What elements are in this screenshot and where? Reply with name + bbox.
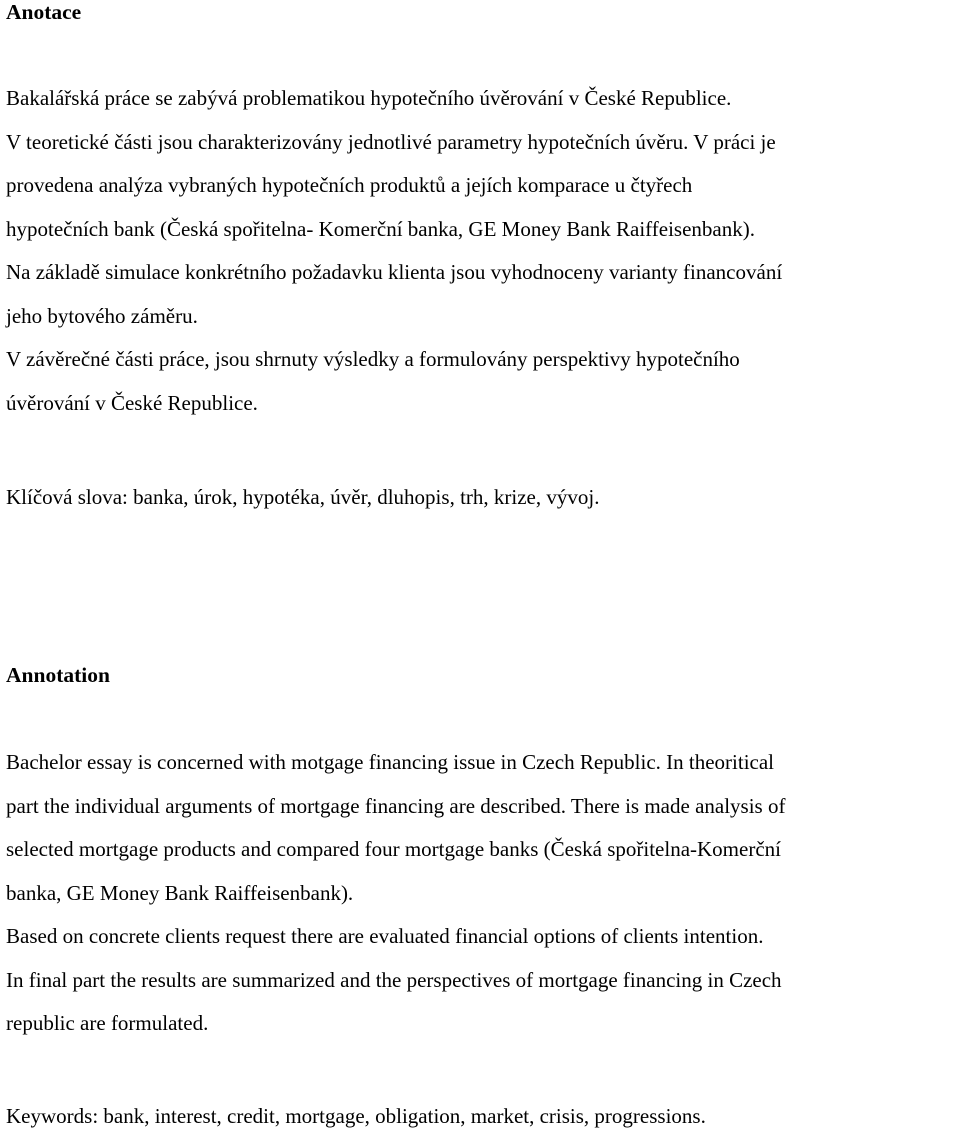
english-abstract-line: part the individual arguments of mortgage financing are described. There is made analysis of — [6, 793, 786, 818]
english-abstract-line: In final part the results are summarized and the perspectives of mortgage financing in Czech — [6, 967, 782, 992]
czech-abstract-line: úvěrování v České Republice. — [6, 390, 258, 415]
czech-abstract — [6, 77, 956, 425]
czech-abstract-line: Bakalářská práce se zabývá problematikou hypotečního úvěrování v České Republice. — [6, 86, 732, 110]
czech-abstract-line: Na základě simulace konkrétního požadavku klienta jsou vyhodnoceny varianty financování — [6, 260, 783, 284]
english-abstract-line: selected mortgage products and compared four mortgage banks (Česká spořitelna-Komerční — [6, 837, 781, 861]
czech-abstract-line: V teoretické části jsou charakterizovány jednotlivé parametry hypotečních úvěru. V práci je — [6, 129, 776, 154]
czech-abstract-line: V závěrečné části práce, jsou shrnuty výsledky a formulovány perspektivy hypotečního — [6, 347, 740, 371]
english-abstract-line: republic are formulated. — [6, 1011, 209, 1035]
english-abstract-line: banka, GE Money Bank Raiffeisenbank). — [6, 880, 354, 905]
czech-abstract-line: provedena analýza vybraných hypotečních produktů a jejích komparace u čtyřech — [6, 173, 693, 197]
english-heading: Annotation — [6, 663, 110, 687]
english-abstract-line: Bachelor essay is concerned with motgage financing issue in Czech Republic. In theoritical — [6, 750, 775, 774]
english-abstract — [6, 741, 956, 1046]
czech-abstract-line: jeho bytového záměru. — [6, 303, 198, 328]
czech-abstract-line: hypotečních bank (Česká spořitelna- Komerční banka, GE Money Bank Raiffeisenbank). — [6, 216, 755, 241]
english-keywords: Keywords: bank, interest, credit, mortgage, obligation, market, crisis, progressions. — [6, 1104, 706, 1128]
english-abstract-line: Based on concrete clients request there are evaluated financial options of clients intention. — [6, 924, 764, 948]
czech-heading: Anotace — [6, 0, 82, 24]
czech-keywords: Klíčová slova: banka, úrok, hypotéka, úvěr, dluhopis, trh, krize, vývoj. — [6, 485, 600, 509]
